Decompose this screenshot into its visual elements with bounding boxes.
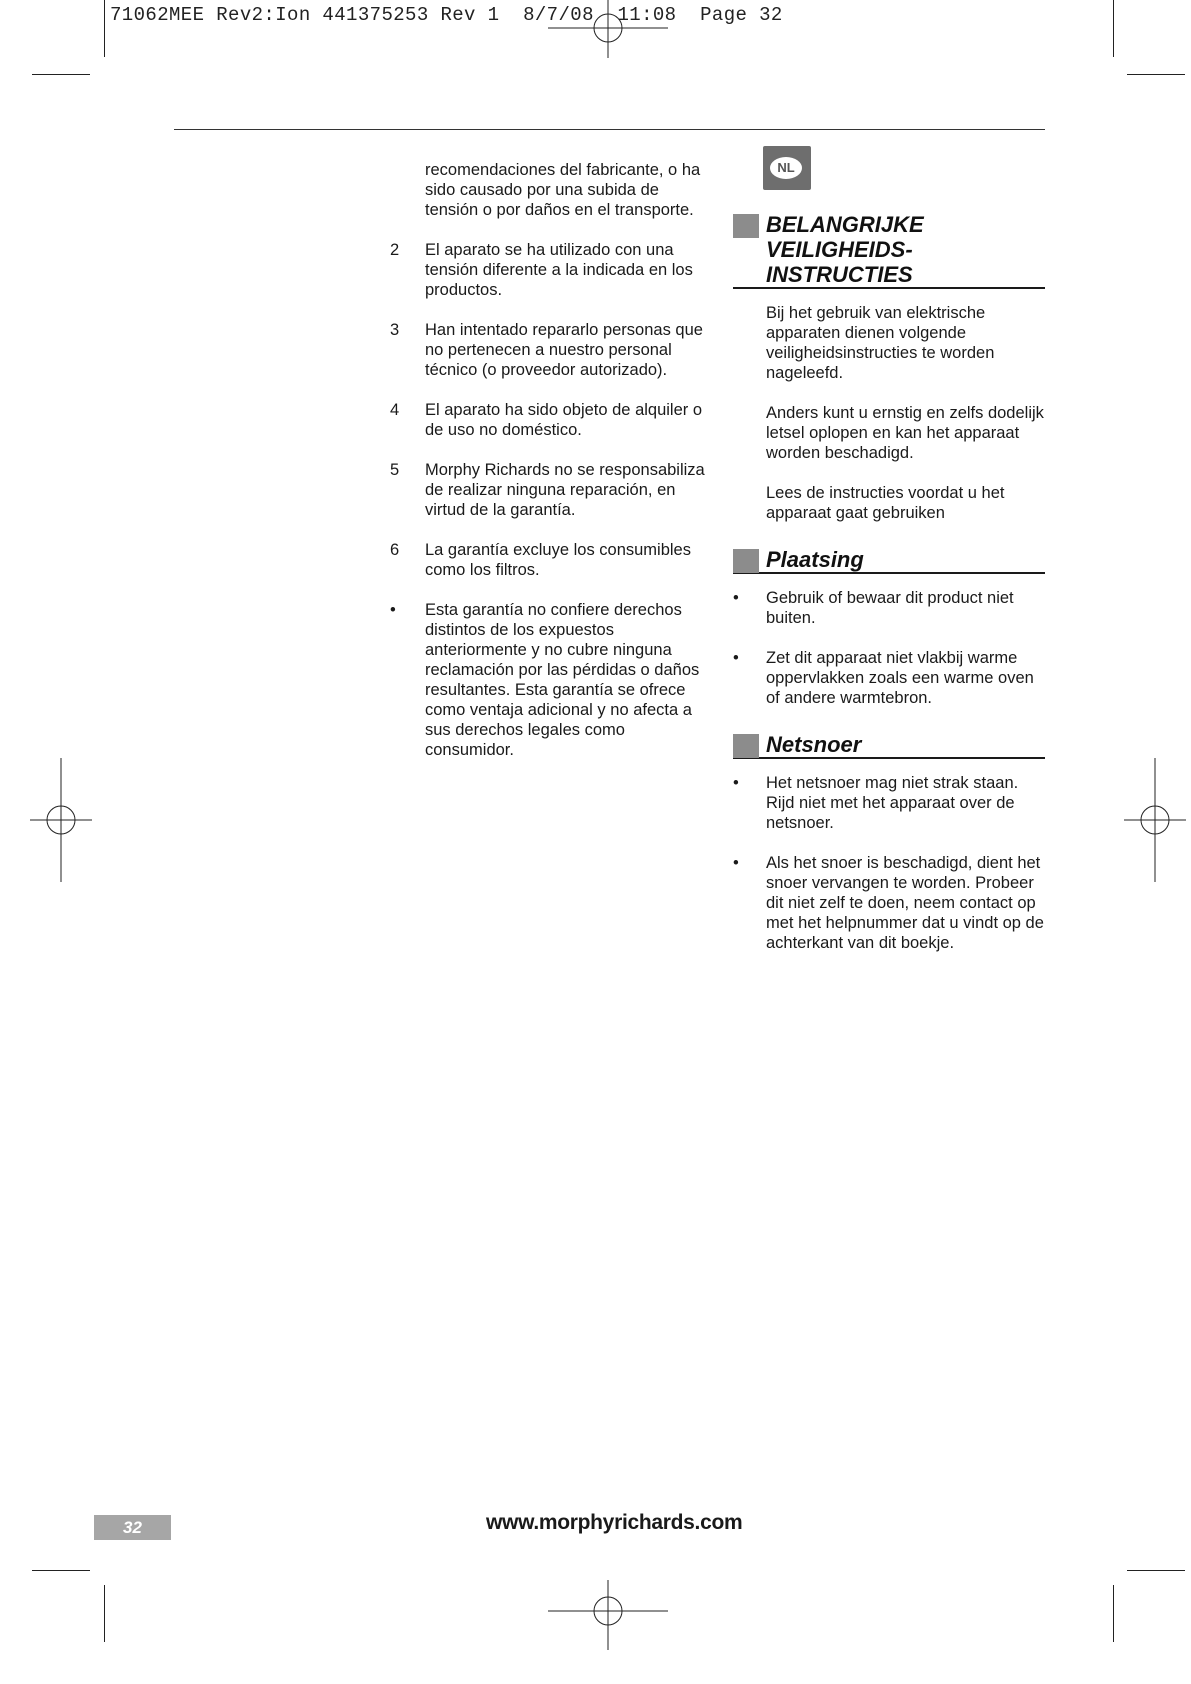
heading-text: BELANGRIJKE VEILIGHEIDS- INSTRUCTIES [766,212,924,287]
paragraph: Anders kunt u ernstig en zelfs dodelijk letsel oplopen en kan het apparaat worden beschadigd. [766,404,1044,462]
heading-text: Netsnoer [766,732,862,757]
heading-square-icon [733,214,759,238]
heading-text: Plaatsing [766,547,864,572]
list-item [390,160,710,220]
item-text: El aparato ha sido objeto de alquiler o de uso no doméstico. [425,401,703,439]
list-item [733,588,1045,628]
header-rule [174,129,1045,130]
page-number: 32 [94,1515,171,1540]
crop-mark [104,0,105,57]
crop-mark [32,1570,90,1571]
crop-mark [104,1585,105,1642]
list-item [390,600,710,760]
item-number: 3 [390,321,400,339]
registration-mark-left [30,758,92,882]
language-badge-label: NL [770,157,802,179]
section-heading-netsnoer [733,732,1045,759]
item-text: Han intentado repararlo personas que no pertenecen a nuestro personal técnico (o proveedor autorizado). [425,321,703,379]
list-item [733,853,1045,953]
item-number: 2 [390,241,400,259]
bullet: • [390,601,396,619]
list-item [390,540,710,580]
paragraph: Bij het gebruik van elektrische apparaten dienen volgende veiligheidsinstructies te worden nageleefd. [766,304,995,382]
item-text: Gebruik of bewaar dit product niet buiten. [766,589,1014,627]
list-item [390,400,710,440]
list-item [390,240,710,300]
list-item [390,460,710,520]
item-text: Esta garantía no confiere derechos distintos de los expuestos anteriormente y no cubre ninguna reclamación por las pérdidas o daños resultantes. Esta garantía se ofrece como ventaja adicional y no afecta a sus derechos legales como consumidor. [425,601,700,759]
crop-mark [1127,1570,1185,1571]
crop-mark [1127,74,1185,75]
registration-mark-right [1124,758,1186,882]
list-item [733,773,1045,833]
paragraph: Lees de instructies voordat u het apparaat gaat gebruiken [766,484,1005,522]
heading-square-icon [733,734,759,758]
item-number: 6 [390,541,400,559]
bullet: • [733,774,739,792]
crop-mark [1113,0,1114,57]
footer-url[interactable]: www.morphyrichards.com [486,1511,743,1534]
list-item [390,320,710,380]
registration-mark-bottom [548,1580,668,1650]
registration-mark-top [548,0,668,60]
dutch-column [733,146,1045,973]
section-heading-plaatsing [733,547,1045,574]
continued-text: recomendaciones del fabricante, o ha sido causado por una subida de tensión o por daños en el transporte. [425,161,701,219]
item-text: El aparato se ha utilizado con una tensión diferente a la indicada en los productos. [425,241,693,299]
item-text: La garantía excluye los consumibles como los filtros. [425,541,691,579]
item-number: 5 [390,461,400,479]
crop-mark [32,74,90,75]
item-text: Het netsnoer mag niet strak staan. Rijd niet met het apparaat over de netsnoer. [766,774,1019,832]
printer-slug: 71062MEE Rev2:Ion 441375253 Rev 1 8/7/08 11:08 Page 32 [110,4,783,26]
bullet: • [733,589,739,607]
heading-square-icon [733,549,759,573]
item-text: Zet dit apparaat niet vlakbij warme oppervlakken zoals een warme oven of andere warmtebron. [766,649,1034,707]
spanish-column [390,160,710,780]
list-item [733,648,1045,708]
bullet: • [733,854,739,872]
language-badge [763,146,811,190]
section-heading [733,212,1045,289]
item-text: Morphy Richards no se responsabiliza de realizar ninguna reparación, en virtud de la garantía. [425,461,705,519]
bullet: • [733,649,739,667]
item-text: Als het snoer is beschadigd, dient het snoer vervangen te worden. Probeer dit niet zelf te doen, neem contact op met het helpnummer dat u vindt op de achterkant van dit boekje. [766,854,1044,952]
item-number: 4 [390,401,400,419]
crop-mark [1113,1585,1114,1642]
